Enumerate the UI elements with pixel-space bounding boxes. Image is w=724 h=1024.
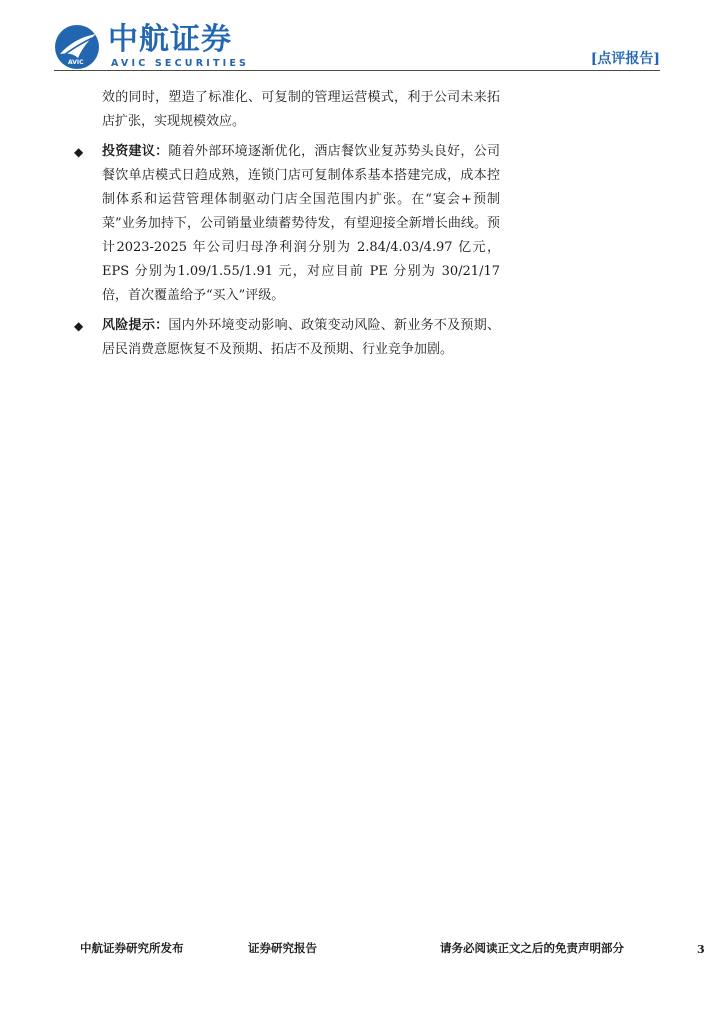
diamond-bullet-icon: ◆: [74, 319, 84, 333]
company-logo: [54, 22, 254, 72]
logo-chinese-name: 中航证券: [108, 22, 232, 57]
avic-logo-icon: [54, 24, 100, 70]
report-type-tag: [点评报告]: [590, 51, 660, 67]
header-divider: [54, 70, 660, 71]
diamond-bullet-icon: ◆: [74, 145, 84, 159]
footer-publisher: 中航证券研究所发布: [80, 941, 184, 955]
logo-badge-text: AVIC: [68, 59, 84, 66]
bullet-investment-advice: [74, 140, 500, 308]
bullet-lead: 风险提示：: [102, 318, 169, 333]
page-footer: [80, 938, 686, 958]
footer-disclaimer: 请务必阅读正文之后的免责声明部分: [440, 941, 624, 955]
bullet-text: 国内外环境变动影响、政策变动风险、新业务不及预期、居民消费意愿恢复不及预期、拓店不及预期、行业竞争加剧。: [102, 318, 500, 357]
footer-report-type: 证券研究报告: [248, 941, 317, 955]
bullet-text: 随着外部环境逐渐优化，酒店餐饮业复苏势头良好，公司餐饮单店模式日趋成熟，连锁门店可复制体系基本搭建完成，成本控制体系和运营管理体制驱动门店全国范围内扩张。在“宴会+预制菜”业务加持下，公司销量业绩蓄势待发，有望迎接全新增长曲线。预计2023-2025 年公司归母净利润分别为 2.84/4.03/4.97 亿元，EPS 分别为1.09/1.55/1.91 元，对应目前 PE 分别为 30/21/17 倍，首次覆盖给予“买入”评级。: [102, 144, 500, 303]
logo-english-name: AVIC SECURITIES: [111, 58, 250, 69]
page-number: 3: [697, 943, 705, 956]
bullet-lead: 投资建议：: [102, 144, 169, 159]
continued-paragraph: 效的同时，塑造了标准化、可复制的管理运营模式，利于公司未来拓店扩张，实现规模效应。: [102, 90, 500, 129]
page-header: [54, 22, 660, 74]
report-body: [74, 86, 500, 368]
bullet-risk-warning: [74, 314, 500, 362]
